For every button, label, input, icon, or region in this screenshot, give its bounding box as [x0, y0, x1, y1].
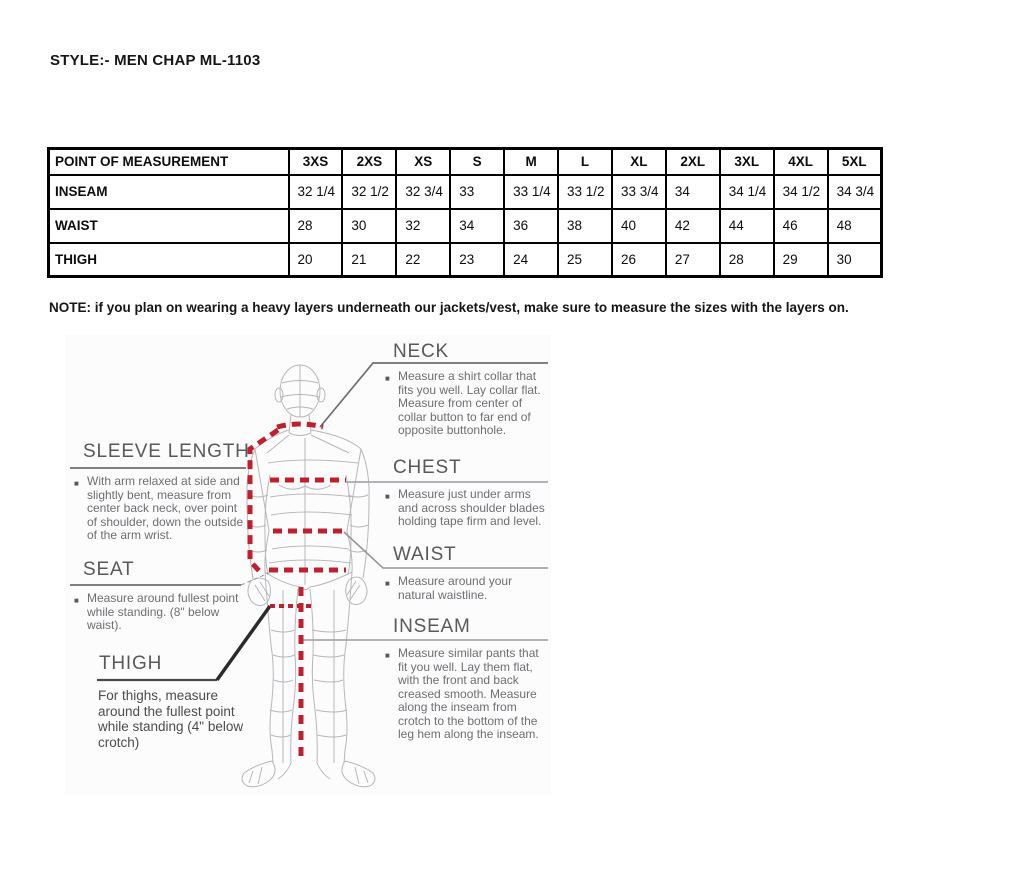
seat-heading: SEAT — [83, 559, 135, 580]
value-cell: 25 — [558, 243, 612, 277]
row-label: WAIST — [49, 209, 289, 243]
value-cell: 24 — [504, 243, 558, 277]
size-header: 3XL — [720, 149, 774, 175]
sleeve-length-heading: SLEEVE LENGTH — [83, 441, 250, 462]
size-table-body — [49, 175, 882, 277]
value-cell: 34 1/2 — [774, 175, 828, 209]
row-label: INSEAM — [49, 175, 289, 209]
row-label: THIGH — [49, 243, 289, 277]
bullet-icon: ■ — [385, 492, 390, 501]
value-cell: 42 — [666, 209, 720, 243]
neck-measure-line — [277, 424, 323, 427]
neck-description: ■ Measure a shirt collar that fits you well. Lay collar flat. Measure from center of collar button to far end of opposite buttonhole. — [385, 369, 541, 437]
table-row — [49, 175, 882, 209]
inseam-heading: INSEAM — [393, 616, 471, 637]
size-header: M — [504, 149, 558, 175]
size-header: 5XL — [828, 149, 882, 175]
value-cell: 34 3/4 — [828, 175, 882, 209]
bullet-icon: ■ — [385, 651, 390, 660]
header-row — [49, 149, 882, 175]
style-title: STYLE:- MEN CHAP ML-1103 — [50, 52, 261, 69]
value-cell: 32 1/2 — [342, 175, 396, 209]
value-cell: 30 — [342, 209, 396, 243]
inseam-description: ■ Measure similar pants that fit you well. Lay them flat, with the front and back creased smooth. Measure along the inseam from crotch to the bottom of the leg hem along the inseam. — [385, 646, 539, 741]
value-cell: 26 — [612, 243, 666, 277]
size-header: 3XS — [289, 149, 343, 175]
seat-description: ■ Measure around fullest point while standing. (8" below waist). — [74, 591, 239, 632]
value-cell: 28 — [289, 209, 343, 243]
value-cell: 29 — [774, 243, 828, 277]
thigh-heading: THIGH — [99, 653, 163, 674]
chest-description: ■ Measure just under arms and across shoulder blades holding tape firm and level. — [385, 487, 545, 528]
value-cell: 23 — [450, 243, 504, 277]
value-cell: 21 — [342, 243, 396, 277]
neck-heading: NECK — [393, 341, 449, 362]
size-table-head — [49, 149, 882, 175]
value-cell: 33 3/4 — [612, 175, 666, 209]
table-row — [49, 209, 882, 243]
value-cell: 44 — [720, 209, 774, 243]
value-cell: 32 1/4 — [289, 175, 343, 209]
value-cell: 22 — [396, 243, 450, 277]
value-cell: 34 1/4 — [720, 175, 774, 209]
size-header: XS — [396, 149, 450, 175]
size-header: 2XL — [666, 149, 720, 175]
waist-heading: WAIST — [393, 544, 457, 565]
value-cell: 34 — [666, 175, 720, 209]
value-cell: 20 — [289, 243, 343, 277]
thigh-description: For thighs, measure around the fullest point while standing (4" below crotch) — [98, 688, 244, 750]
size-header: S — [450, 149, 504, 175]
value-cell: 28 — [720, 243, 774, 277]
waist-description: ■ Measure around your natural waistline. — [385, 574, 513, 602]
value-cell: 48 — [828, 209, 882, 243]
bullet-icon: ■ — [74, 479, 79, 488]
value-cell: 30 — [828, 243, 882, 277]
bullet-icon: ■ — [385, 579, 390, 588]
point-of-measurement-header: POINT OF MEASUREMENT — [49, 149, 289, 175]
bullet-icon: ■ — [74, 596, 79, 605]
size-header: L — [558, 149, 612, 175]
value-cell: 32 — [396, 209, 450, 243]
sleeve-length-description: ■ With arm relaxed at side and slightly bent, measure from center back neck, over point of shoulder, down the outside of the arm wrist. — [74, 474, 244, 542]
size-header: 2XS — [342, 149, 396, 175]
value-cell: 27 — [666, 243, 720, 277]
value-cell: 46 — [774, 209, 828, 243]
measurement-diagram — [65, 335, 551, 795]
value-cell: 40 — [612, 209, 666, 243]
value-cell: 32 3/4 — [396, 175, 450, 209]
table-row — [49, 243, 882, 277]
value-cell: 33 1/4 — [504, 175, 558, 209]
note-text: NOTE: if you plan on wearing a heavy layers underneath our jackets/vest, make sure to measure the sizes with the layers on. — [49, 300, 849, 315]
bullet-icon: ■ — [385, 374, 390, 383]
value-cell: 38 — [558, 209, 612, 243]
value-cell: 33 1/2 — [558, 175, 612, 209]
value-cell: 33 — [450, 175, 504, 209]
value-cell: 34 — [450, 209, 504, 243]
size-table-wrap — [47, 147, 883, 278]
size-table — [47, 147, 883, 278]
size-header: 4XL — [774, 149, 828, 175]
chest-heading: CHEST — [393, 457, 462, 478]
value-cell: 36 — [504, 209, 558, 243]
size-header: XL — [612, 149, 666, 175]
